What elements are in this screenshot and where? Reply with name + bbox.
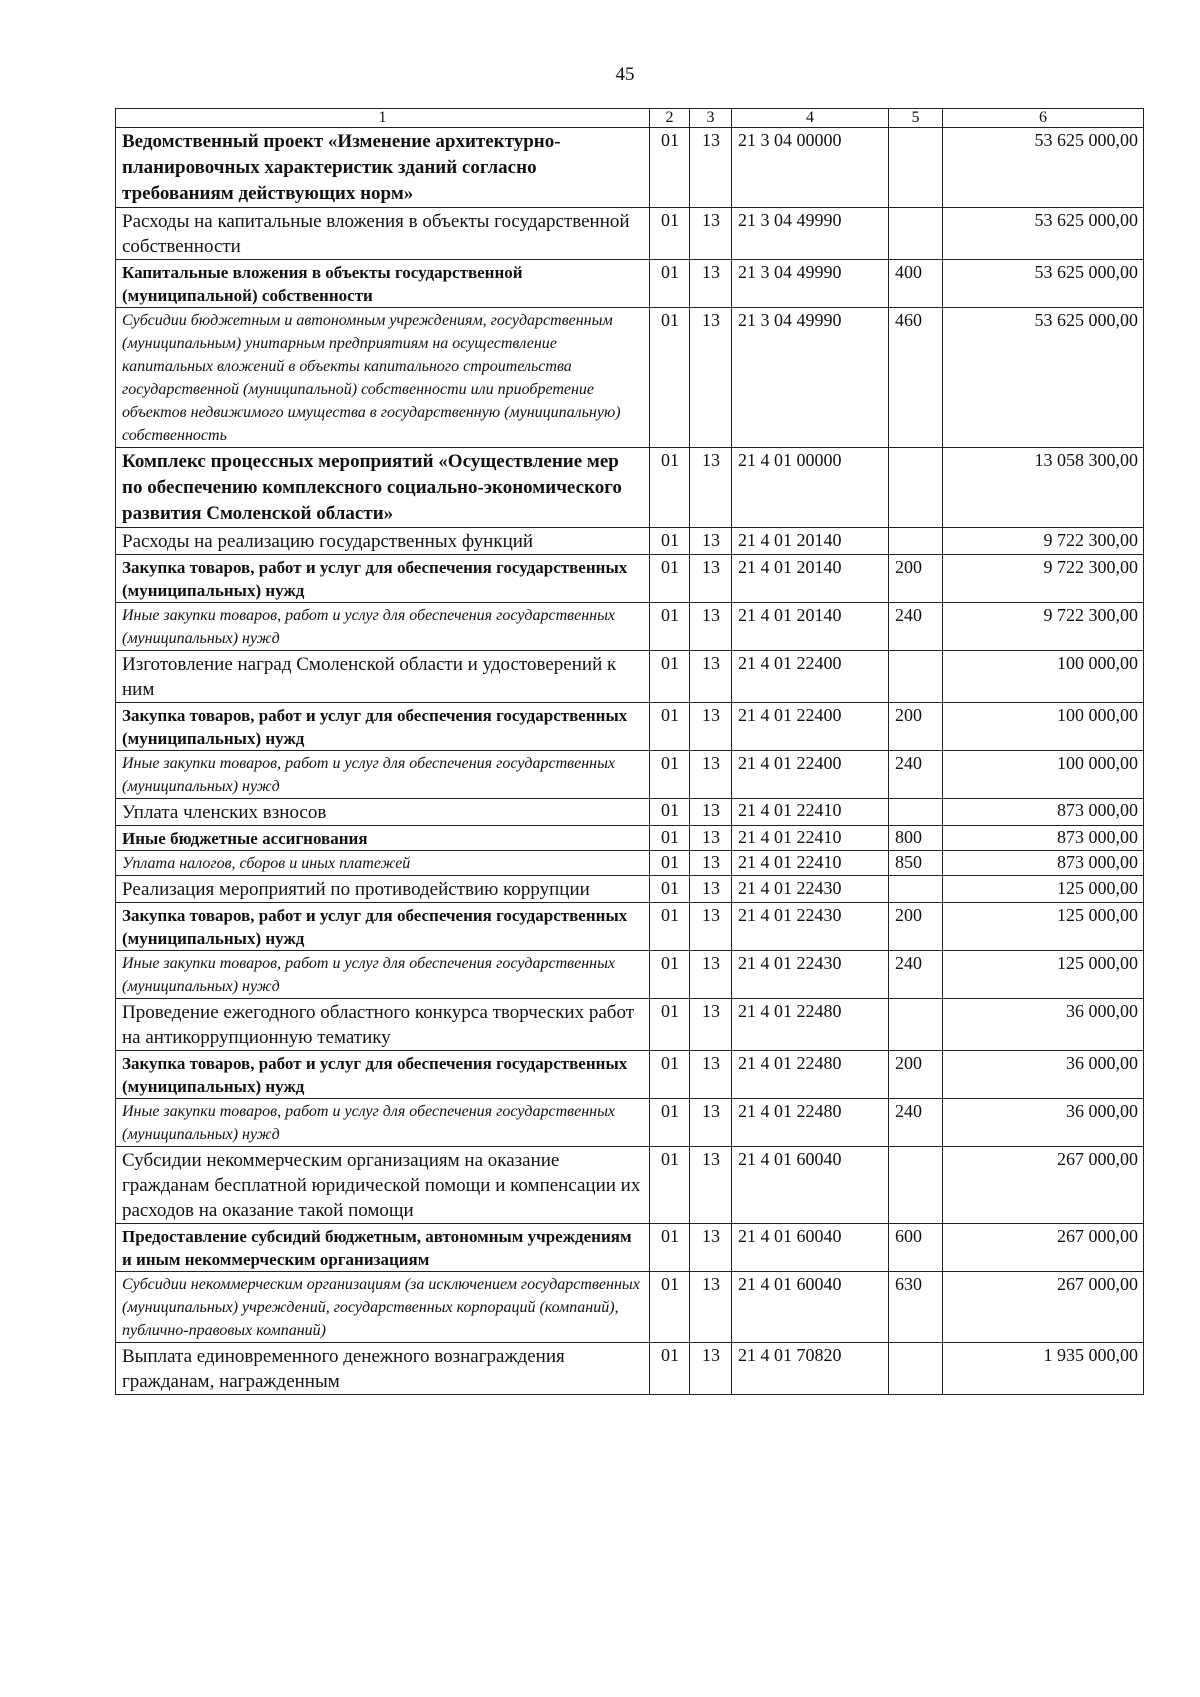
subsection-code-cell: 13 [690, 999, 732, 1051]
amount-cell: 125 000,00 [943, 951, 1144, 999]
amount-cell: 100 000,00 [943, 703, 1144, 751]
subsection-code-cell: 13 [690, 703, 732, 751]
column-header-4: 4 [732, 109, 889, 128]
target-article-cell: 21 4 01 22400 [732, 751, 889, 799]
expense-type-cell [889, 1147, 943, 1224]
expense-type-cell: 460 [889, 308, 943, 448]
subsection-code-cell: 13 [690, 603, 732, 651]
subsection-code-cell: 13 [690, 651, 732, 703]
table-row [116, 751, 1144, 799]
subsection-code-cell: 13 [690, 903, 732, 951]
table-row [116, 128, 1144, 208]
subsection-code-cell: 13 [690, 308, 732, 448]
expense-type-cell: 200 [889, 703, 943, 751]
table-row [116, 208, 1144, 260]
section-code-cell: 01 [650, 448, 690, 528]
subsection-code-cell: 13 [690, 851, 732, 876]
target-article-cell: 21 4 01 60040 [732, 1147, 889, 1224]
target-article-cell: 21 4 01 70820 [732, 1343, 889, 1395]
amount-cell: 873 000,00 [943, 826, 1144, 851]
table-row [116, 1343, 1144, 1395]
amount-cell: 873 000,00 [943, 799, 1144, 826]
expense-type-cell [889, 528, 943, 555]
row-name-cell: Иные закупки товаров, работ и услуг для обеспечения государственных (муниципальных) нужд [116, 751, 650, 799]
row-name-cell: Расходы на капитальные вложения в объекты государственной собственности [116, 208, 650, 260]
row-name-cell: Закупка товаров, работ и услуг для обеспечения государственных (муниципальных) нужд [116, 555, 650, 603]
target-article-cell: 21 4 01 20140 [732, 555, 889, 603]
table-row [116, 799, 1144, 826]
subsection-code-cell: 13 [690, 1099, 732, 1147]
amount-cell: 873 000,00 [943, 851, 1144, 876]
row-name-cell: Выплата единовременного денежного вознаграждения гражданам, награжденным [116, 1343, 650, 1395]
subsection-code-cell: 13 [690, 951, 732, 999]
section-code-cell: 01 [650, 799, 690, 826]
amount-cell: 53 625 000,00 [943, 208, 1144, 260]
subsection-code-cell: 13 [690, 1224, 732, 1272]
section-code-cell: 01 [650, 208, 690, 260]
column-header-6: 6 [943, 109, 1144, 128]
expense-type-cell: 630 [889, 1272, 943, 1343]
amount-cell: 36 000,00 [943, 1051, 1144, 1099]
section-code-cell: 01 [650, 903, 690, 951]
table-row [116, 1147, 1144, 1224]
section-code-cell: 01 [650, 1272, 690, 1343]
amount-cell: 9 722 300,00 [943, 603, 1144, 651]
section-code-cell: 01 [650, 651, 690, 703]
section-code-cell: 01 [650, 1099, 690, 1147]
section-code-cell: 01 [650, 128, 690, 208]
subsection-code-cell: 13 [690, 826, 732, 851]
subsection-code-cell: 13 [690, 555, 732, 603]
table-row [116, 951, 1144, 999]
amount-cell: 53 625 000,00 [943, 128, 1144, 208]
table-row [116, 260, 1144, 308]
amount-cell: 100 000,00 [943, 651, 1144, 703]
subsection-code-cell: 13 [690, 751, 732, 799]
row-name-cell: Ведомственный проект «Изменение архитектурно-планировочных характеристик зданий согласно требованиям действующих норм» [116, 128, 650, 208]
expense-type-cell: 200 [889, 555, 943, 603]
table-row [116, 851, 1144, 876]
column-header-1: 1 [116, 109, 650, 128]
row-name-cell: Капитальные вложения в объекты государственной (муниципальной) собственности [116, 260, 650, 308]
section-code-cell: 01 [650, 260, 690, 308]
expense-type-cell: 800 [889, 826, 943, 851]
target-article-cell: 21 4 01 22430 [732, 876, 889, 903]
target-article-cell: 21 4 01 20140 [732, 603, 889, 651]
section-code-cell: 01 [650, 826, 690, 851]
section-code-cell: 01 [650, 876, 690, 903]
table-row [116, 1272, 1144, 1343]
row-name-cell: Иные бюджетные ассигнования [116, 826, 650, 851]
target-article-cell: 21 4 01 22430 [732, 951, 889, 999]
target-article-cell: 21 4 01 22410 [732, 826, 889, 851]
row-name-cell: Предоставление субсидий бюджетным, автономным учреждениям и иным некоммерческим организациям [116, 1224, 650, 1272]
expense-type-cell: 240 [889, 951, 943, 999]
row-name-cell: Субсидии бюджетным и автономным учреждениям, государственным (муниципальным) унитарным предприятиям на осуществление капитальных вложений в объекты капитального строительства государственной (муниципальной) собственности или приобретение объектов недвижимого имущества в государственную (муниципальную) собственность [116, 308, 650, 448]
expense-type-cell: 200 [889, 903, 943, 951]
table-row [116, 1099, 1144, 1147]
amount-cell: 36 000,00 [943, 999, 1144, 1051]
amount-cell: 53 625 000,00 [943, 308, 1144, 448]
amount-cell: 267 000,00 [943, 1272, 1144, 1343]
expense-type-cell: 850 [889, 851, 943, 876]
section-code-cell: 01 [650, 999, 690, 1051]
amount-cell: 125 000,00 [943, 903, 1144, 951]
row-name-cell: Субсидии некоммерческим организациям на оказание гражданам бесплатной юридической помощи и компенсации их расходов на оказание такой помощи [116, 1147, 650, 1224]
amount-cell: 1 935 000,00 [943, 1343, 1144, 1395]
table-row [116, 1051, 1144, 1099]
target-article-cell: 21 4 01 22400 [732, 703, 889, 751]
expense-type-cell [889, 448, 943, 528]
table-row [116, 651, 1144, 703]
subsection-code-cell: 13 [690, 448, 732, 528]
target-article-cell: 21 4 01 22480 [732, 1099, 889, 1147]
section-code-cell: 01 [650, 555, 690, 603]
table-row [116, 1224, 1144, 1272]
subsection-code-cell: 13 [690, 528, 732, 555]
table-row [116, 448, 1144, 528]
target-article-cell: 21 3 04 00000 [732, 128, 889, 208]
amount-cell: 100 000,00 [943, 751, 1144, 799]
target-article-cell: 21 4 01 60040 [732, 1272, 889, 1343]
row-name-cell: Расходы на реализацию государственных функций [116, 528, 650, 555]
section-code-cell: 01 [650, 1224, 690, 1272]
subsection-code-cell: 13 [690, 1272, 732, 1343]
table-row [116, 555, 1144, 603]
subsection-code-cell: 13 [690, 876, 732, 903]
expense-type-cell [889, 1343, 943, 1395]
subsection-code-cell: 13 [690, 128, 732, 208]
row-name-cell: Закупка товаров, работ и услуг для обеспечения государственных (муниципальных) нужд [116, 703, 650, 751]
budget-table [115, 108, 1144, 1395]
amount-cell: 125 000,00 [943, 876, 1144, 903]
target-article-cell: 21 4 01 60040 [732, 1224, 889, 1272]
target-article-cell: 21 3 04 49990 [732, 308, 889, 448]
expense-type-cell: 600 [889, 1224, 943, 1272]
table-row [116, 826, 1144, 851]
row-name-cell: Реализация мероприятий по противодействию коррупции [116, 876, 650, 903]
column-header-5: 5 [889, 109, 943, 128]
section-code-cell: 01 [650, 1343, 690, 1395]
table-row [116, 703, 1144, 751]
column-header-2: 2 [650, 109, 690, 128]
table-row [116, 528, 1144, 555]
row-name-cell: Комплекс процессных мероприятий «Осуществление мер по обеспечению комплексного социально-экономического развития Смоленской области» [116, 448, 650, 528]
expense-type-cell [889, 799, 943, 826]
amount-cell: 9 722 300,00 [943, 555, 1144, 603]
target-article-cell: 21 4 01 22480 [732, 1051, 889, 1099]
table-header-row [116, 109, 1144, 128]
section-code-cell: 01 [650, 851, 690, 876]
expense-type-cell [889, 208, 943, 260]
section-code-cell: 01 [650, 308, 690, 448]
row-name-cell: Уплата членских взносов [116, 799, 650, 826]
section-code-cell: 01 [650, 751, 690, 799]
expense-type-cell [889, 651, 943, 703]
table-row [116, 999, 1144, 1051]
target-article-cell: 21 4 01 22410 [732, 851, 889, 876]
target-article-cell: 21 3 04 49990 [732, 208, 889, 260]
row-name-cell: Уплата налогов, сборов и иных платежей [116, 851, 650, 876]
subsection-code-cell: 13 [690, 1051, 732, 1099]
target-article-cell: 21 4 01 20140 [732, 528, 889, 555]
subsection-code-cell: 13 [690, 799, 732, 826]
target-article-cell: 21 4 01 00000 [732, 448, 889, 528]
row-name-cell: Закупка товаров, работ и услуг для обеспечения государственных (муниципальных) нужд [116, 1051, 650, 1099]
amount-cell: 267 000,00 [943, 1147, 1144, 1224]
subsection-code-cell: 13 [690, 1147, 732, 1224]
expense-type-cell: 400 [889, 260, 943, 308]
target-article-cell: 21 4 01 22410 [732, 799, 889, 826]
expense-type-cell [889, 876, 943, 903]
table-row [116, 876, 1144, 903]
row-name-cell: Субсидии некоммерческим организациям (за исключением государственных (муниципальных) учреждений, государственных корпораций (компаний), публично-правовых компаний) [116, 1272, 650, 1343]
section-code-cell: 01 [650, 703, 690, 751]
table-row [116, 903, 1144, 951]
expense-type-cell [889, 999, 943, 1051]
subsection-code-cell: 13 [690, 260, 732, 308]
section-code-cell: 01 [650, 1147, 690, 1224]
target-article-cell: 21 3 04 49990 [732, 260, 889, 308]
subsection-code-cell: 13 [690, 208, 732, 260]
amount-cell: 267 000,00 [943, 1224, 1144, 1272]
target-article-cell: 21 4 01 22480 [732, 999, 889, 1051]
section-code-cell: 01 [650, 528, 690, 555]
table-row [116, 308, 1144, 448]
expense-type-cell: 200 [889, 1051, 943, 1099]
row-name-cell: Закупка товаров, работ и услуг для обеспечения государственных (муниципальных) нужд [116, 903, 650, 951]
section-code-cell: 01 [650, 1051, 690, 1099]
subsection-code-cell: 13 [690, 1343, 732, 1395]
row-name-cell: Изготовление наград Смоленской области и удостоверений к ним [116, 651, 650, 703]
expense-type-cell: 240 [889, 1099, 943, 1147]
row-name-cell: Иные закупки товаров, работ и услуг для обеспечения государственных (муниципальных) нужд [116, 951, 650, 999]
expense-type-cell: 240 [889, 751, 943, 799]
target-article-cell: 21 4 01 22430 [732, 903, 889, 951]
column-header-3: 3 [690, 109, 732, 128]
row-name-cell: Иные закупки товаров, работ и услуг для обеспечения государственных (муниципальных) нужд [116, 603, 650, 651]
expense-type-cell: 240 [889, 603, 943, 651]
row-name-cell: Проведение ежегодного областного конкурса творческих работ на антикоррупционную тематику [116, 999, 650, 1051]
amount-cell: 53 625 000,00 [943, 260, 1144, 308]
expense-type-cell [889, 128, 943, 208]
table-row [116, 603, 1144, 651]
page-number: 45 [615, 64, 635, 85]
amount-cell: 9 722 300,00 [943, 528, 1144, 555]
target-article-cell: 21 4 01 22400 [732, 651, 889, 703]
amount-cell: 36 000,00 [943, 1099, 1144, 1147]
section-code-cell: 01 [650, 603, 690, 651]
amount-cell: 13 058 300,00 [943, 448, 1144, 528]
row-name-cell: Иные закупки товаров, работ и услуг для обеспечения государственных (муниципальных) нужд [116, 1099, 650, 1147]
section-code-cell: 01 [650, 951, 690, 999]
